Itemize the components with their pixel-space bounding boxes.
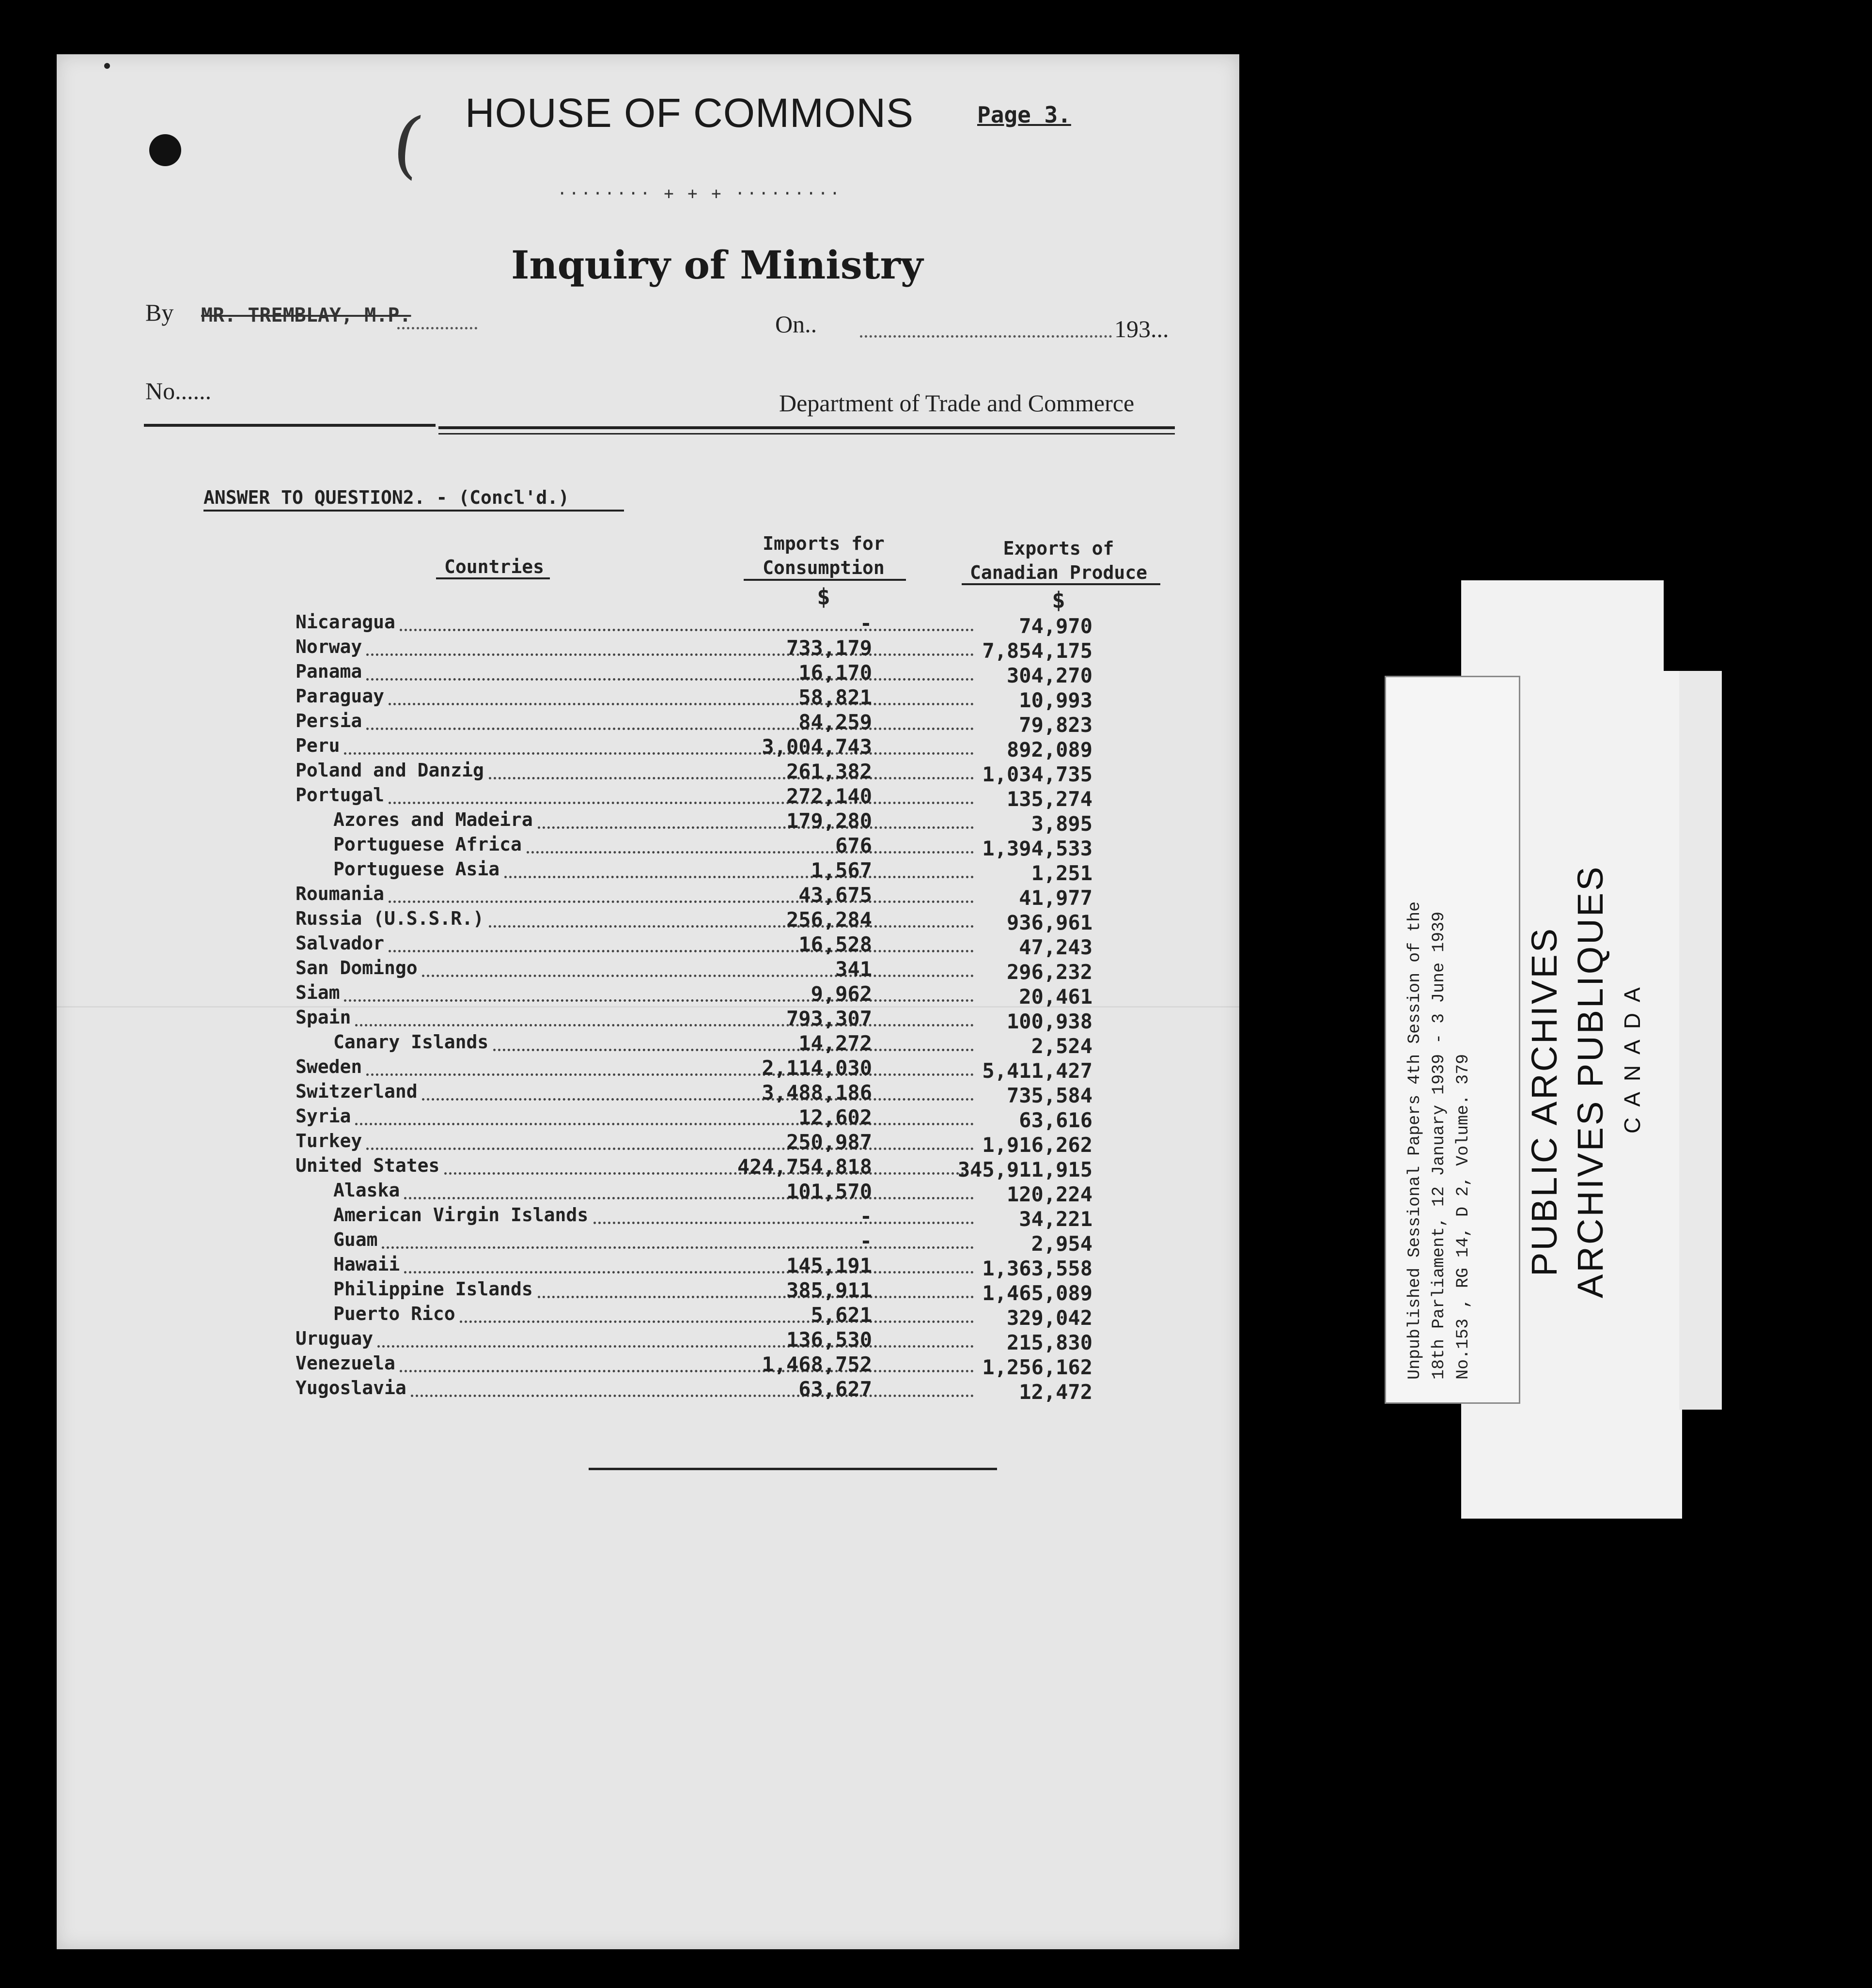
imports-value: 385,911 — [786, 1278, 872, 1302]
imports-value: 793,307 — [786, 1007, 872, 1030]
pen-mark: ( — [388, 100, 428, 188]
dot-leader — [366, 664, 974, 681]
exports-value: 1,916,262 — [982, 1133, 1092, 1157]
table-row — [296, 1031, 1168, 1056]
dot-leader — [389, 688, 974, 705]
table-row — [296, 809, 1168, 836]
exports-value: 1,465,089 — [982, 1281, 1092, 1305]
table-row — [296, 858, 1168, 883]
country-name: Alaska — [333, 1180, 400, 1201]
dot-leader — [366, 1133, 974, 1150]
country-name: Portuguese Asia — [333, 858, 500, 880]
exports-value: 120,224 — [1006, 1182, 1092, 1206]
table-row — [296, 1007, 1168, 1031]
exports-value: 329,042 — [1006, 1306, 1092, 1330]
number-label: No...... — [145, 377, 212, 404]
exports-value: 135,274 — [1006, 787, 1092, 811]
imports-value: 2,114,030 — [762, 1056, 872, 1080]
archive-label-line2: 18th Parliament, 12 January 1939 - 3 June 1939 — [1429, 911, 1449, 1380]
dot-leader — [444, 1158, 974, 1175]
country-name: Hawaii — [333, 1254, 400, 1275]
imports-value: 261,382 — [786, 760, 872, 783]
country-name: Peru — [296, 735, 340, 756]
exports-value: 34,221 — [1019, 1207, 1092, 1231]
archive-label-line1: Unpublished Sessional Papers 4th Session of the — [1405, 901, 1424, 1380]
exports-value: 20,461 — [1019, 985, 1092, 1009]
header-rule-left — [144, 424, 436, 427]
imports-header-line2: Consumption — [763, 557, 885, 578]
dot-leader — [366, 1059, 974, 1076]
imports-value: 733,179 — [786, 636, 872, 660]
exports-value: 79,823 — [1019, 713, 1092, 737]
table-row — [296, 1105, 1168, 1130]
table-row — [296, 1328, 1168, 1352]
on-label: On.. — [775, 311, 817, 338]
countries-header-underline — [436, 577, 550, 579]
dot-leader — [355, 1010, 974, 1026]
country-name: Puerto Rico — [333, 1303, 455, 1324]
header-rule-right — [438, 426, 1175, 429]
header-rule-right-thin — [438, 433, 1175, 435]
dot-leader — [344, 738, 974, 755]
year-field: 193... — [1114, 315, 1169, 342]
imports-value: 272,140 — [786, 784, 872, 808]
archive-label — [1385, 676, 1520, 1404]
imports-value: 63,627 — [798, 1377, 872, 1401]
exports-value: 5,411,427 — [982, 1059, 1092, 1083]
by-name: MR. TREMBLAY, M.P. — [201, 304, 411, 326]
country-name: Uruguay — [296, 1328, 374, 1349]
table-row — [296, 685, 1168, 710]
country-name: Venezuela — [296, 1352, 395, 1374]
exports-value: 215,830 — [1006, 1331, 1092, 1354]
imports-value: 84,259 — [798, 710, 872, 734]
dot-leader — [422, 1084, 974, 1101]
country-name: Panama — [296, 661, 362, 682]
exports-value: 304,270 — [1006, 664, 1092, 687]
country-name: Syria — [296, 1105, 351, 1127]
country-name: Portuguese Africa — [333, 834, 522, 855]
exports-value: 1,034,735 — [982, 762, 1092, 786]
dot-leader — [355, 1108, 974, 1125]
table-row — [296, 932, 1168, 957]
imports-value: 424,754,818 — [737, 1155, 872, 1179]
country-name: Spain — [296, 1007, 351, 1028]
table-row — [296, 883, 1168, 910]
imports-header-underline — [744, 579, 906, 581]
country-name: Siam — [296, 982, 340, 1003]
table-row — [296, 1081, 1168, 1105]
dot-leader — [344, 985, 974, 1002]
exports-value: 1,363,558 — [982, 1257, 1092, 1280]
exports-value: 63,616 — [1019, 1108, 1092, 1132]
imports-value: 9,962 — [811, 982, 872, 1006]
dot-leader — [411, 1380, 974, 1397]
archive-card-notch — [1664, 580, 1682, 671]
imports-value: 256,284 — [786, 908, 872, 932]
country-name: Guam — [333, 1229, 378, 1250]
imports-value: 341 — [835, 957, 872, 981]
imports-value: 250,987 — [786, 1130, 872, 1154]
exports-value: 7,854,175 — [982, 639, 1092, 663]
country-name: Poland and Danzig — [296, 760, 484, 781]
country-name: United States — [296, 1155, 440, 1176]
imports-value: 43,675 — [798, 883, 872, 907]
exports-value: 1,256,162 — [982, 1355, 1092, 1379]
table-row — [296, 1303, 1168, 1330]
table-row — [296, 1352, 1168, 1377]
table-row — [296, 1254, 1168, 1278]
dot-leader — [404, 1257, 974, 1274]
country-name: Portugal — [296, 784, 385, 806]
table-row — [296, 1229, 1168, 1256]
imports-value: 3,488,186 — [762, 1081, 872, 1104]
department-name: Department of Trade and Commerce — [779, 389, 1135, 417]
dot-leader — [400, 1355, 974, 1372]
table-row — [296, 1377, 1168, 1404]
country-name: Paraguay — [296, 685, 385, 707]
country-name: Philippine Islands — [333, 1278, 533, 1300]
table-row — [296, 636, 1168, 663]
imports-value: 1,468,752 — [762, 1352, 872, 1376]
country-name: Roumania — [296, 883, 385, 904]
exports-value: 936,961 — [1006, 911, 1092, 934]
answer-heading: ANSWER TO QUESTION2. - (Concl'd.) — [203, 487, 569, 508]
exports-value: 47,243 — [1019, 935, 1092, 959]
exports-value: 345,911,915 — [957, 1158, 1092, 1181]
table-row — [296, 982, 1168, 1009]
dot-leader — [366, 639, 974, 656]
exports-currency: $ — [1052, 587, 1065, 613]
country-name: Turkey — [296, 1130, 362, 1151]
exports-value: 41,977 — [1019, 886, 1092, 910]
answer-heading-underline — [203, 510, 624, 512]
exports-header-line2: Canadian Produce — [969, 562, 1148, 583]
archive-card-flap — [1679, 671, 1722, 1410]
table-row — [296, 784, 1168, 811]
table-row — [296, 1155, 1168, 1179]
exports-value: 2,524 — [1031, 1034, 1092, 1058]
imports-value: 58,821 — [798, 685, 872, 709]
closing-rule — [589, 1468, 997, 1470]
table-row — [296, 1204, 1168, 1231]
imports-value: 676 — [835, 834, 872, 857]
exports-value: 2,954 — [1031, 1232, 1092, 1256]
dot-leader — [404, 1182, 974, 1199]
imports-value: 16,170 — [798, 661, 872, 684]
imports-value: 101,570 — [786, 1180, 872, 1203]
exports-value: 10,993 — [1019, 688, 1092, 712]
exports-value: 892,089 — [1006, 738, 1092, 761]
dot-leader — [389, 886, 974, 903]
archive-label-line3: No.153 , RG 14, D 2, Volume. 379 — [1453, 1054, 1473, 1380]
exports-value: 3,895 — [1031, 812, 1092, 836]
archive-stamp-en: PUBLIC ARCHIVES — [1524, 926, 1564, 1276]
by-dotted-line — [397, 327, 477, 329]
country-name: Persia — [296, 710, 362, 731]
imports-value: 145,191 — [786, 1254, 872, 1277]
country-name: Yugoslavia — [296, 1377, 406, 1398]
imports-value: - — [859, 1204, 872, 1228]
table-row — [296, 611, 1168, 636]
table-row — [296, 661, 1168, 685]
exports-value: 296,232 — [1006, 960, 1092, 984]
country-name: Switzerland — [296, 1081, 418, 1102]
imports-value: - — [859, 611, 872, 635]
dot-leader — [377, 1331, 974, 1348]
table-row — [296, 908, 1168, 932]
exports-value: 735,584 — [1006, 1084, 1092, 1107]
dot-leader — [460, 1306, 974, 1323]
country-name: Canary Islands — [333, 1031, 489, 1053]
on-dotted-line — [860, 335, 1112, 338]
country-name: Norway — [296, 636, 362, 657]
speck — [104, 63, 110, 69]
countries-header: Countries — [444, 556, 544, 577]
country-name: San Domingo — [296, 957, 418, 978]
table-row — [296, 1180, 1168, 1204]
exports-value: 1,394,533 — [982, 837, 1092, 860]
imports-header-line1: Imports for — [763, 533, 885, 554]
imports-value: 3,004,743 — [762, 735, 872, 759]
imports-value: 5,621 — [811, 1303, 872, 1327]
imports-value: 1,567 — [811, 858, 872, 882]
country-name: Sweden — [296, 1056, 362, 1077]
table-row — [296, 1056, 1168, 1083]
archive-stamp-country: CANADA — [1620, 977, 1645, 1134]
table-row — [296, 710, 1168, 737]
document-subtitle: Inquiry of Ministry — [511, 242, 923, 288]
document-title: HOUSE OF COMMONS — [465, 90, 914, 136]
country-name: Nicaragua — [296, 611, 395, 633]
dot-leader — [400, 614, 974, 631]
dot-leader — [422, 960, 974, 977]
by-label: By — [145, 299, 174, 326]
imports-value: 12,602 — [798, 1105, 872, 1129]
imports-currency: $ — [817, 584, 830, 610]
archive-stamp-fr: ARCHIVES PUBLIQUES — [1570, 865, 1610, 1298]
punch-hole — [149, 134, 181, 166]
dot-leader — [389, 935, 974, 952]
table-row — [296, 957, 1168, 984]
country-name: Azores and Madeira — [333, 809, 533, 830]
exports-header-underline — [962, 583, 1160, 585]
table-row — [296, 1130, 1168, 1157]
table-row — [296, 834, 1168, 858]
exports-value: 100,938 — [1006, 1010, 1092, 1033]
imports-value: 179,280 — [786, 809, 872, 833]
table-row — [296, 735, 1168, 759]
dot-leader — [366, 713, 974, 730]
imports-value: - — [859, 1229, 872, 1253]
page-number: Page 3. — [977, 102, 1071, 128]
dot-leader — [382, 1232, 974, 1249]
table-row — [296, 1278, 1168, 1303]
ornament-divider: ········ + + + ········· — [557, 184, 842, 203]
exports-value: 74,970 — [1019, 614, 1092, 638]
country-name: Russia (U.S.S.R.) — [296, 908, 484, 929]
exports-value: 12,472 — [1019, 1380, 1092, 1404]
imports-value: 136,530 — [786, 1328, 872, 1351]
country-name: American Virgin Islands — [333, 1204, 589, 1226]
country-name: Salvador — [296, 932, 385, 954]
imports-value: 14,272 — [798, 1031, 872, 1055]
dot-leader — [389, 787, 974, 804]
table-row — [296, 760, 1168, 784]
imports-value: 16,528 — [798, 932, 872, 956]
exports-value: 1,251 — [1031, 861, 1092, 885]
exports-header-line1: Exports of — [1003, 538, 1114, 559]
